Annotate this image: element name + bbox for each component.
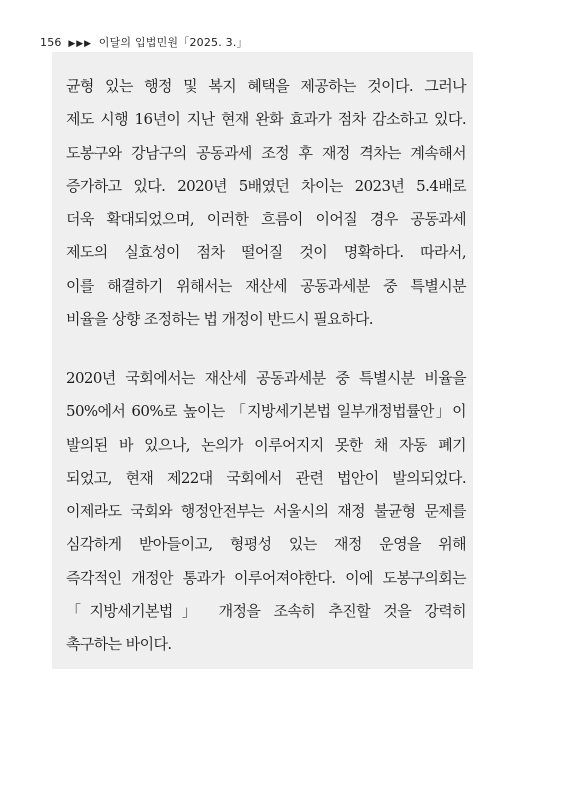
text-line: 촉구하는 바이다.	[66, 635, 172, 654]
text-line: 비율을 상향 조정하는 법 개정이 반드시 필요하다.	[66, 310, 373, 329]
text-line: 증가하고 있다. 2020년 5배였던 차이는 2023년 5.4배로	[66, 176, 466, 195]
text-line: 되었고, 현재 제22대 국회에서 관련 법안이 발의되었다.	[66, 468, 466, 487]
text-line: 균형 있는 행정 및 복지 혜택을 제공하는 것이다. 그러나	[66, 77, 466, 95]
text-line: 더욱 확대되었으며, 이러한 흐름이 이어질 경우 공동과세	[66, 210, 466, 229]
text-line: 2020년 국회에서는 재산세 공동과세분 중 특별시분 비율을	[66, 369, 466, 387]
paragraph-2	[66, 362, 466, 662]
triple-arrow-icon: ▶▶▶	[68, 39, 93, 49]
text-line: 제도의 실효성이 점차 떨어질 것이 명확하다. 따라서,	[66, 243, 466, 262]
text-line: 심각하게 받아들이고, 형평성 있는 재정 운영을 위해	[66, 535, 466, 554]
text-line: 즉각적인 개정안 통과가 이루어져야한다. 이에 도봉구의회는	[66, 568, 466, 587]
text-line: 「지방세기본법」 개정을 조속히 추진할 것을 강력히	[66, 602, 466, 621]
paragraph-1	[66, 70, 466, 336]
text-line: 도봉구와 강남구의 공동과세 조정 후 재정 격차는 계속해서	[66, 143, 466, 162]
content-panel	[52, 52, 473, 669]
publication-title: 이달의 입법민원「2025. 3.」	[98, 36, 248, 49]
text-line: 50%에서 60%로 높이는 「지방세기본법 일부개정법률안」이	[66, 402, 466, 421]
text-line: 이제라도 국회와 행정안전부는 서울시의 재정 불균형 문제를	[66, 502, 466, 521]
text-line: 이를 해결하기 위해서는 재산세 공동과세분 중 특별시분	[66, 276, 466, 295]
page-number: 156	[40, 36, 62, 49]
text-line: 제도 시행 16년이 지난 현재 완화 효과가 점차 감소하고 있다.	[66, 110, 466, 129]
text-line: 발의된 바 있으나, 논의가 이루어지지 못한 채 자동 폐기	[66, 435, 466, 454]
page-header	[40, 34, 248, 50]
